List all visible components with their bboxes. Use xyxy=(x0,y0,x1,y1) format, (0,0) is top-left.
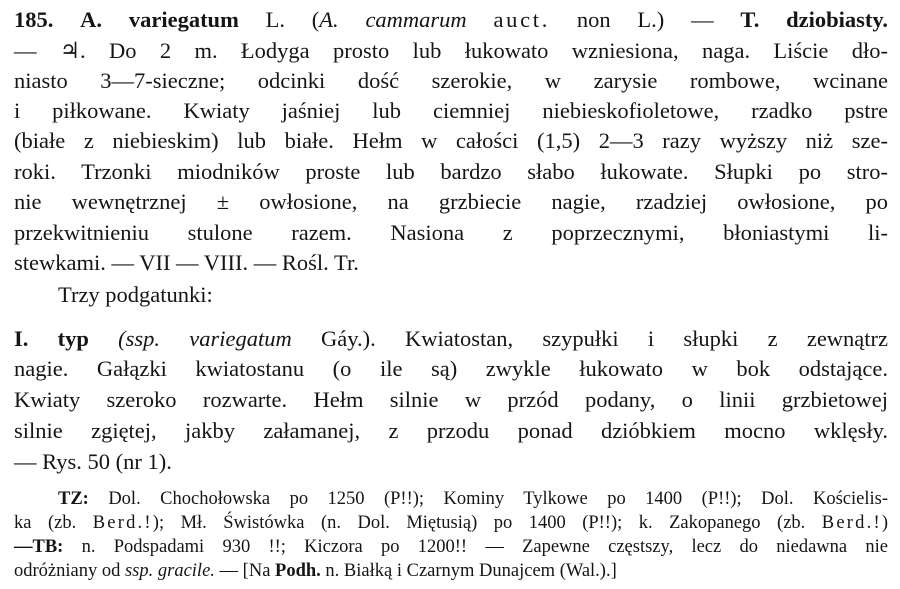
subspecies-label: I. typ xyxy=(14,326,89,351)
localities-line-4: odróżniany od ssp. gracile. — [Na Podh. n. Białką i Czarnym Dunajcem (Wal.).] xyxy=(14,561,617,581)
entry-number: 185. xyxy=(14,7,54,32)
subspecies-line-4: silnie zgiętej, jakby załamanej, z przodu ponad dzióbkiem mocno wklęsły. xyxy=(14,418,888,443)
description-line-3: i piłkowane. Kwiaty jaśniej lub ciemniej niebieskofioletowe, rzadko pstre xyxy=(14,98,888,123)
subspecies-line-5: — Rys. 50 (nr 1). xyxy=(14,449,172,474)
genus-abbrev: A. xyxy=(80,7,103,32)
description-line-1: — ♃. Do 2 m. Łodyga prosto lub łukowato wzniesiona, naga. Liście dło- xyxy=(14,38,888,63)
synonym-rest: non L.) — xyxy=(576,7,714,32)
region-label-tz: TZ: xyxy=(58,489,89,509)
synonym-auct: auct. xyxy=(493,7,551,32)
subspecies-first-text: Kwiatostan, szypułki i słupki z zewnątrz xyxy=(405,326,889,351)
localities-line-2: ka (zb. Berd.!); Mł. Świstówka (n. Dol. Miętusią) po 1400 (P!!); k. Zakopanego (zb. Berd.!) xyxy=(14,513,889,533)
description-line-6: nie wewnętrznej ± owłosione, na grzbiecie nagie, rzadziej owłosione, po xyxy=(14,189,888,214)
region-label-tb: TB: xyxy=(32,537,64,557)
description-line-8: stewkami. — VII — VIII. — Rośl. Tr. xyxy=(14,250,359,275)
polish-name: T. dziobiasty. xyxy=(740,7,889,32)
subspecies-line-3: Kwiaty szeroko rozwarte. Hełm silnie w przód podany, o linii grzbietowej xyxy=(14,387,888,412)
localities-line-1: TZ: Dol. Chochołowska po 1250 (P!!); Kominy Tylkowe po 1400 (P!!); Dol. Kościelis- xyxy=(58,489,888,509)
entry-heading-line xyxy=(14,9,888,32)
synonym-name: A. cammarum xyxy=(319,7,467,32)
description-line-5: roki. Trzonki miodników proste lub bardzo słabo łukowate. Słupki po stro- xyxy=(14,159,888,184)
description-line-4: (białe z niebieskim) lub białe. Hełm w całości (1,5) 2—3 razy wyższy niż sze- xyxy=(14,128,888,153)
subspecies-ssp: (ssp. variegatum xyxy=(118,326,292,351)
subspecies-line-2: nagie. Gałązki kwiatostanu (o ile są) zwykle łukowato w bok odstające. xyxy=(14,356,888,381)
description-line-7: przekwitnieniu stulone razem. Nasiona z poprzecznymi, błoniastymi li- xyxy=(14,220,888,245)
description-line-2: niasto 3—7-sieczne; odcinki dość szerokie, w zarysie rombowe, wcinane xyxy=(14,68,888,93)
species-name: variegatum xyxy=(128,7,239,32)
species-author: L. ( xyxy=(265,7,320,32)
localities-line-3: —TB: n. Podspadami 930 !!; Kiczora po 1200!! — Zapewne częstszy, lecz do niedawna nie xyxy=(14,537,888,557)
subspecies-author: Gáy.). xyxy=(321,326,376,351)
subspecies-heading-line xyxy=(14,328,888,351)
subspecies-intro: Trzy podgatunki: xyxy=(58,282,213,307)
